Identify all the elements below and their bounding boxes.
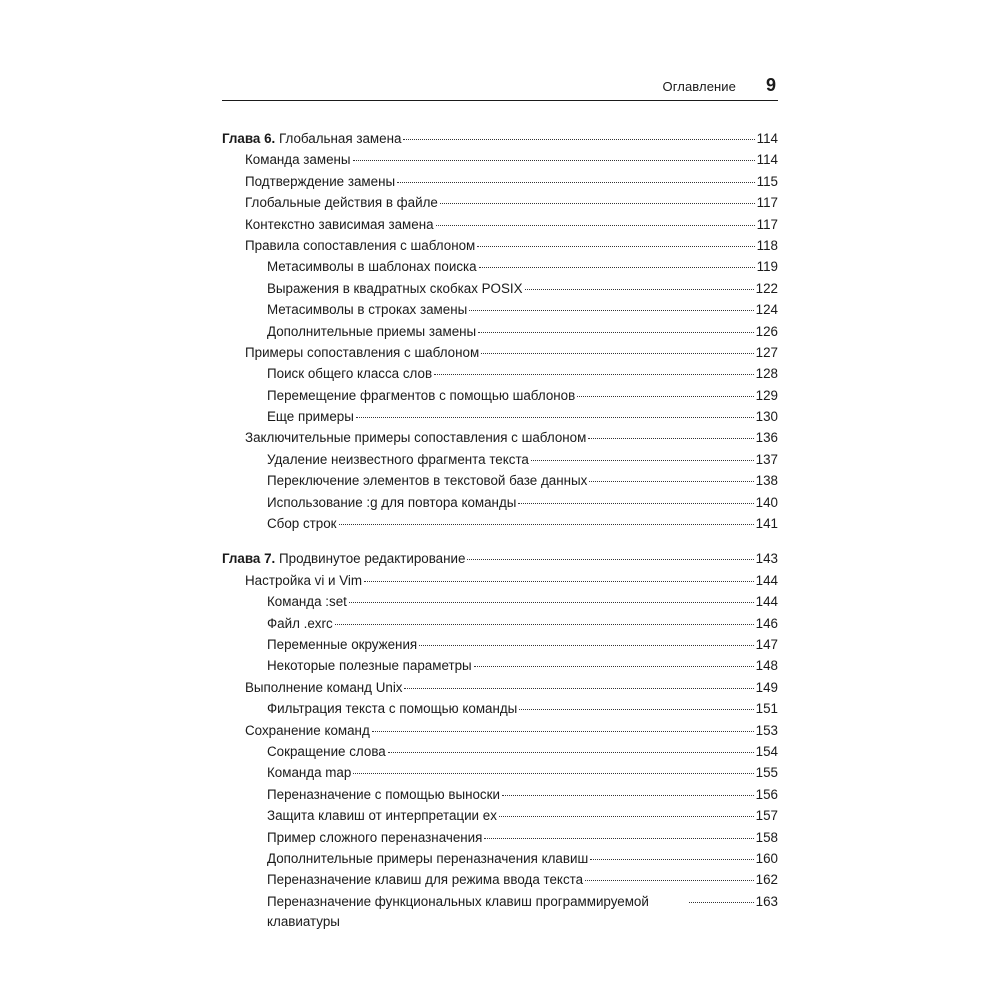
toc-entry: [222, 406, 778, 427]
toc-entry-page: 118: [756, 237, 778, 253]
toc-entry-title: [222, 128, 401, 149]
toc-entry-title: Выполнение команд Unix: [245, 679, 403, 695]
dot-leader: [577, 396, 753, 397]
dot-leader: [502, 795, 754, 796]
toc-entry: [222, 321, 778, 342]
dot-leader: [364, 581, 754, 582]
toc-entry-title: Переменные окружения: [267, 636, 418, 652]
toc-entry-page: 137: [755, 451, 778, 467]
toc-entry-title: Глобальные действия в файле: [245, 195, 438, 211]
dot-leader: [419, 645, 753, 646]
toc-entry-title: Заключительные примеры сопоставления с шаблоном: [245, 430, 587, 446]
toc-entry-title: Правила сопоставления с шаблоном: [245, 237, 476, 253]
toc-entry-page: 154: [755, 743, 778, 759]
toc-chapter-entry: [222, 128, 778, 149]
toc-entry-page: 146: [755, 615, 778, 631]
toc-entry-title: Дополнительные примеры переназначения клавиш: [267, 850, 589, 866]
toc-entry: [222, 427, 778, 448]
toc-entry-title: Поиск общего класса слов: [267, 366, 433, 382]
toc-entry: [222, 848, 778, 869]
toc-chapter: [222, 128, 778, 534]
toc-entry-page: 141: [755, 516, 778, 532]
toc-entry-page: 115: [756, 173, 778, 189]
toc-entry-page: 114: [756, 152, 778, 168]
toc-entry: [222, 278, 778, 299]
toc-entry: [222, 171, 778, 192]
toc-entry: [222, 591, 778, 612]
toc-entry-title: Примеры сопоставления с шаблоном: [245, 344, 480, 360]
chapter-label: Глава 7.: [222, 551, 276, 567]
dot-leader: [589, 481, 753, 482]
toc-entry-title: Пример сложного переназначения: [267, 829, 483, 845]
dot-leader: [353, 773, 753, 774]
toc-entry: [222, 827, 778, 848]
toc-entry-page: 155: [755, 765, 778, 781]
toc-entry-page: 122: [755, 280, 778, 296]
toc-entry-title: Переназначение клавиш для режима ввода текста: [267, 872, 584, 888]
running-header: [222, 74, 778, 101]
toc-entry: [222, 256, 778, 277]
toc-entry-title: Файл .exrc: [267, 615, 333, 631]
dot-leader: [397, 182, 755, 183]
dot-leader: [481, 353, 753, 354]
toc-entry-page: 117: [756, 195, 778, 211]
dot-leader: [478, 332, 754, 333]
toc-entry: [222, 299, 778, 320]
toc-entry-page: 126: [755, 323, 778, 339]
dot-leader: [519, 709, 753, 710]
toc-entry-title: Сокращение слова: [267, 743, 386, 759]
toc-entry-page: 119: [756, 259, 778, 275]
dot-leader: [467, 559, 753, 560]
toc-entry: [222, 214, 778, 235]
toc-entry-page: 140: [755, 494, 778, 510]
chapter-title: Продвинутое редактирование: [279, 551, 466, 567]
dot-leader: [349, 602, 754, 603]
dot-leader: [356, 417, 754, 418]
toc-entry-page: 143: [755, 551, 778, 567]
toc-entry-page: 153: [755, 722, 778, 738]
running-header-title: Оглавление: [662, 79, 736, 94]
page-number: 9: [765, 75, 776, 95]
toc-chapter: [222, 548, 778, 931]
dot-leader: [434, 374, 754, 375]
toc-entry: [222, 192, 778, 213]
toc-entry-title: Настройка vi и Vim: [245, 572, 363, 588]
toc-entry: [222, 613, 778, 634]
toc-entry-title: Переназначение функциональных клавиш программируемой клавиатуры: [267, 893, 649, 929]
toc-entry-title: Команда map: [267, 765, 352, 781]
dot-leader: [689, 902, 754, 903]
toc-entry-page: 144: [755, 594, 778, 610]
toc-entry-page: 114: [756, 131, 778, 146]
toc-entry-title: Еще примеры: [267, 409, 354, 425]
toc-entry-title: Команда замены: [245, 152, 351, 168]
dot-leader: [531, 460, 754, 461]
dot-leader: [436, 225, 755, 226]
toc-entry: [222, 698, 778, 719]
dot-leader: [590, 859, 753, 860]
toc-entry-page: 163: [755, 893, 778, 909]
toc-entry: [222, 235, 778, 256]
toc-entry-page: 138: [755, 473, 778, 489]
toc-entry: [222, 805, 778, 826]
toc-entry-title: Переназначение с помощью выноски: [267, 786, 500, 802]
toc-entry-page: 160: [755, 850, 778, 866]
dot-leader: [469, 310, 753, 311]
toc-entry-page: 149: [755, 679, 778, 695]
toc-entry: [222, 363, 778, 384]
toc-entry: [222, 470, 778, 491]
toc-entry-page: 130: [755, 409, 778, 425]
toc-entry-page: 157: [755, 808, 778, 824]
toc-entry: [222, 762, 778, 783]
toc-entry-title: Дополнительные приемы замены: [267, 323, 477, 339]
toc-entry-title: Переключение элементов в текстовой базе данных: [267, 473, 588, 489]
toc-entry-title: [222, 548, 465, 569]
toc-entry: [222, 891, 778, 932]
dot-leader: [404, 688, 753, 689]
toc-entry: [222, 784, 778, 805]
toc-entry-page: 158: [755, 829, 778, 845]
toc-entry: [222, 869, 778, 890]
toc-entry-title: Некоторые полезные параметры: [267, 658, 472, 674]
toc-entry-title: Подтверждение замены: [245, 173, 396, 189]
toc-entry-title: Команда :set: [267, 594, 347, 610]
toc-entry: [222, 634, 778, 655]
toc-entry: [222, 655, 778, 676]
toc-entry: [222, 741, 778, 762]
toc-entry-title: Удаление неизвестного фрагмента текста: [267, 451, 529, 467]
toc-entry: [222, 385, 778, 406]
toc-entry-page: 127: [755, 344, 778, 360]
toc-chapter-entry: [222, 548, 778, 569]
toc-entry-page: 124: [755, 302, 778, 318]
dot-leader: [403, 139, 754, 140]
toc-entry-page: 156: [755, 786, 778, 802]
table-of-contents: [222, 128, 778, 946]
toc-entry-page: 129: [755, 387, 778, 403]
dot-leader: [499, 816, 754, 817]
toc-entry-title: Перемещение фрагментов с помощью шаблонов: [267, 387, 576, 403]
dot-leader: [484, 838, 753, 839]
dot-leader: [335, 624, 754, 625]
dot-leader: [477, 246, 754, 247]
dot-leader: [353, 160, 755, 161]
toc-entry-page: 151: [755, 701, 778, 717]
dot-leader: [372, 731, 754, 732]
dot-leader: [525, 289, 754, 290]
chapter-label: Глава 6.: [222, 131, 276, 146]
dot-leader: [585, 880, 754, 881]
toc-entry-title: Защита клавиш от интерпретации ex: [267, 808, 497, 824]
toc-entry: [222, 149, 778, 170]
dot-leader: [339, 524, 754, 525]
toc-entry-page: 144: [755, 572, 778, 588]
toc-entry: [222, 492, 778, 513]
dot-leader: [518, 503, 753, 504]
dot-leader: [588, 438, 753, 439]
chapter-title: Глобальная замена: [279, 131, 402, 146]
toc-entry-title: Использование :g для повтора команды: [267, 494, 517, 510]
toc-entry: [222, 342, 778, 363]
toc-entry-page: 147: [755, 636, 778, 652]
toc-entry-page: 162: [755, 872, 778, 888]
toc-entry: [222, 720, 778, 741]
dot-leader: [388, 752, 754, 753]
toc-entry-title: Сохранение команд: [245, 722, 370, 738]
toc-entry: [222, 513, 778, 534]
toc-entry-title: Фильтрация текста с помощью команды: [267, 701, 518, 717]
toc-entry-page: 148: [755, 658, 778, 674]
toc-entry-title: Выражения в квадратных скобках POSIX: [267, 280, 523, 296]
toc-entry-title: Сбор строк: [267, 516, 337, 532]
dot-leader: [474, 666, 754, 667]
toc-entry-title: Контекстно зависимая замена: [245, 216, 434, 232]
toc-entry-page: 117: [756, 216, 778, 232]
toc-entry-title: Метасимволы в строках замены: [267, 302, 468, 318]
toc-entry-page: 136: [755, 430, 778, 446]
toc-entry: [222, 677, 778, 698]
toc-entry-page: 128: [755, 366, 778, 382]
toc-entry: [222, 449, 778, 470]
dot-leader: [440, 203, 755, 204]
toc-entry-title: Метасимволы в шаблонах поиска: [267, 259, 477, 275]
dot-leader: [479, 267, 755, 268]
toc-entry: [222, 570, 778, 591]
